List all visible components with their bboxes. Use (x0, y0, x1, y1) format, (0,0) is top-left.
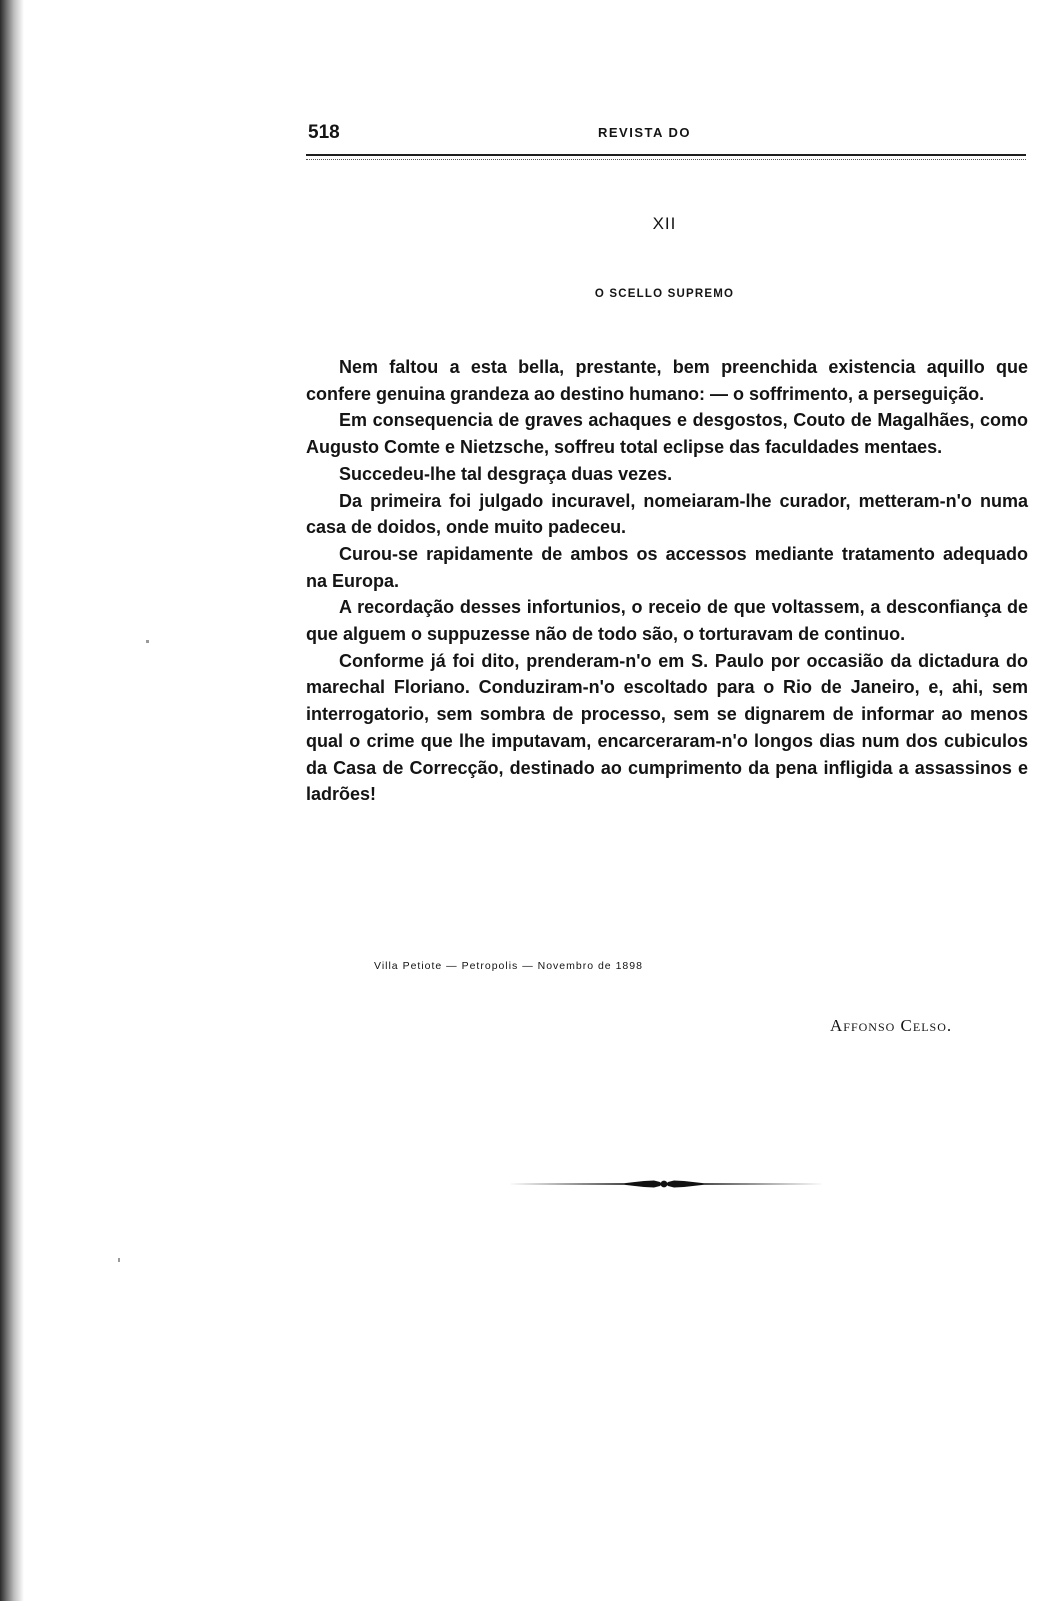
paragraph: Nem faltou a esta bella, prestante, bem preenchida existencia aquillo que confere genuina grandeza ao destino humano: — o soffrimento, a perseguição. (306, 357, 1028, 404)
chapter-title: O SCELLO SUPREMO (594, 288, 735, 300)
margin-speck (118, 1258, 120, 1262)
paragraph: Em consequencia de graves achaques e desgostos, Couto de Magalhães, como Augusto Comte e Nietzsche, soffreu total eclipse das faculdades mentaes. (306, 410, 1028, 458)
tailpiece-ornament-icon (504, 1172, 824, 1196)
page-header (308, 122, 1024, 146)
body-text (306, 354, 1028, 808)
dateline: Villa Petiote — Petropolis — Novembro de 1898 (374, 960, 643, 972)
book-binding-edge (0, 0, 24, 1601)
paragraph: A recordação desses infortunios, o receio de que voltassem, a desconfiança de que alguem o suppuzesse não de todo são, o torturavam de continuo. (306, 597, 1028, 645)
paragraph: Da primeira foi julgado incuravel, nomeiaram-lhe curador, metteram-n'o numa casa de doidos, onde muito padeceu. (306, 490, 1028, 538)
paragraph: Curou-se rapidamente de ambos os accessos mediante tratamento adequado na Europa. (306, 543, 1028, 591)
header-rule (306, 154, 1026, 160)
margin-speck (146, 640, 149, 643)
paragraph: Conforme já foi dito, prenderam-n'o em S. Paulo por occasião da dictadura do marechal Floriano. Conduziram-n'o escoltado para o Rio de Janeiro, e, ahi, sem interrogatorio, sem sombra de processo, sem se dignarem de informar ao menos qual o crime que lhe imputavam, encarceraram-n'o longos dias num dos cubiculos da Casa de Correcção, destinado ao cumprimento da pena infligida a assassinos e ladrões! (306, 650, 1028, 805)
running-head: REVISTA DO (598, 125, 692, 140)
paragraph: Succedeu-lhe tal desgraça duas vezes. (339, 463, 673, 484)
chapter-number: XII (652, 214, 677, 233)
page-number: 518 (308, 122, 340, 143)
author-signature: Affonso Celso. (830, 1016, 953, 1035)
